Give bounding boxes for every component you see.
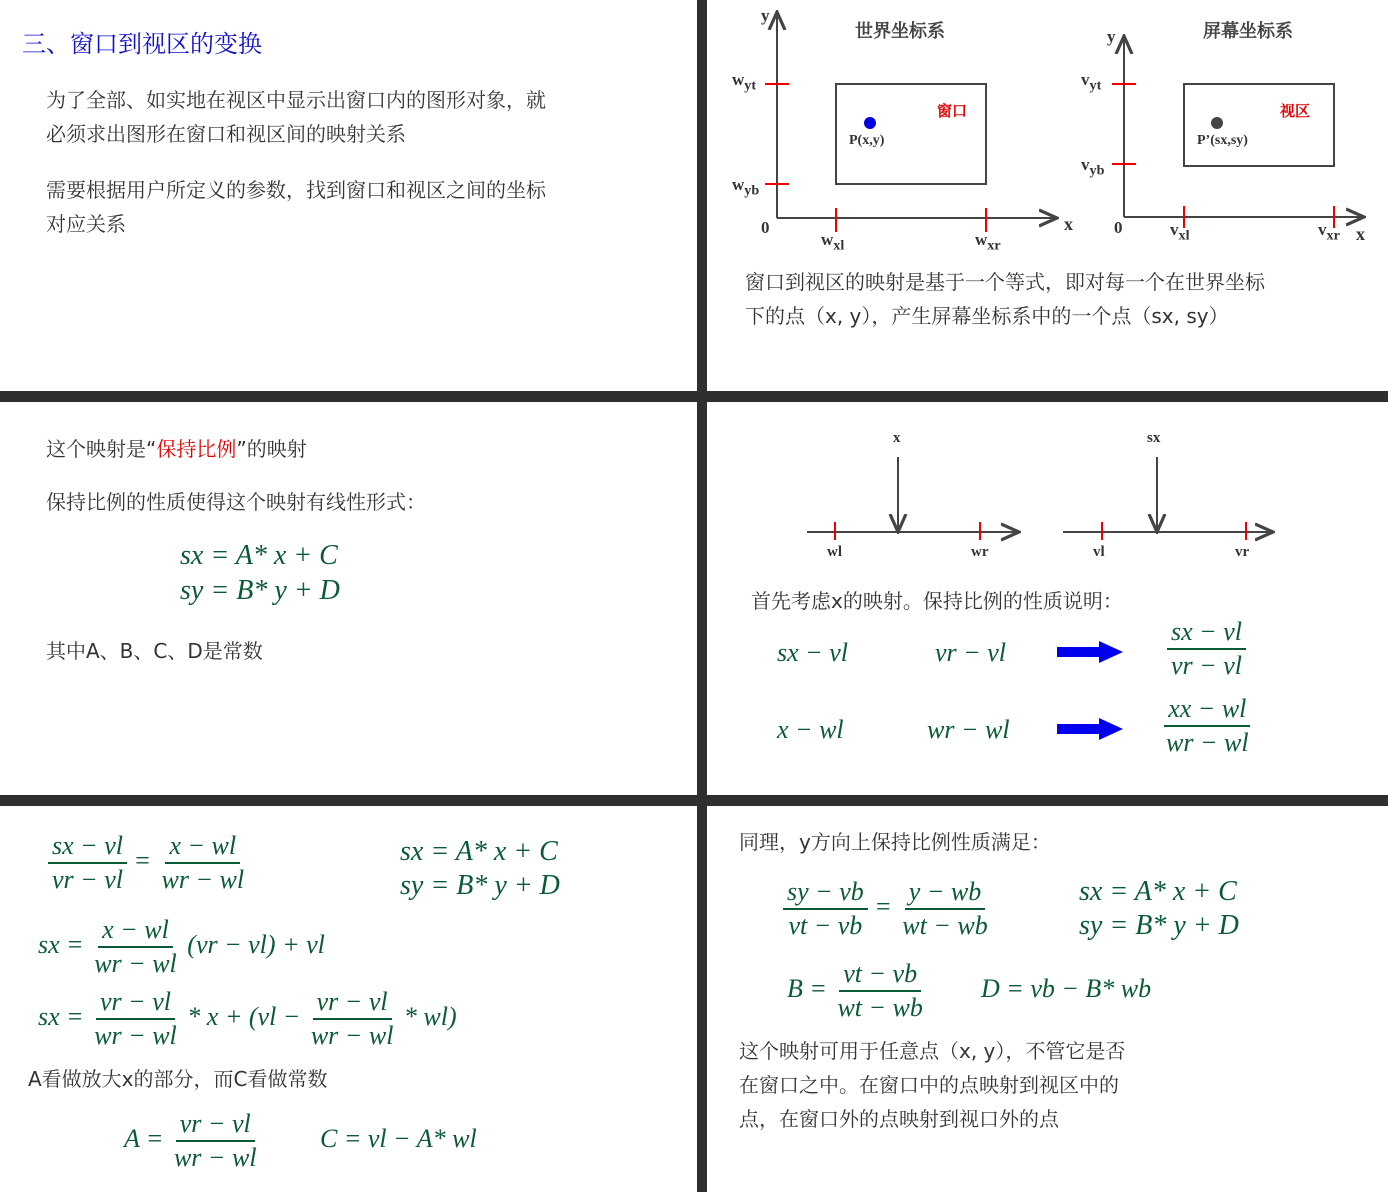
mapping-text-line-2: 下的点（x, y），产生屏幕坐标系中的一个点（sx, sy）: [745, 304, 1229, 328]
wyt-label: $w_{yt}$: [732, 70, 757, 94]
vyb-label: $v_{yb}$: [1081, 155, 1105, 179]
expr-sx-vl: sx − vl: [777, 638, 848, 667]
linear-sy: sy = B* y + D: [400, 870, 560, 901]
constants-text: 其中A、B、C、D是常数: [46, 639, 263, 663]
point-p-icon: [864, 117, 876, 129]
equation-c: C = vl − A* wl: [320, 1124, 477, 1153]
equation-a: A = $\frac{vr - vl}{wr - wl}$: [124, 1109, 257, 1172]
fraction-sx-over-vr: $\frac{sx - vl}{vr - vl}$: [1167, 616, 1246, 682]
slide-1: [0, 0, 697, 391]
vxl-label: $v_{xl}$: [1170, 220, 1190, 244]
vr-label: vr: [1235, 544, 1250, 560]
equation-d: D = vb − B* wb: [981, 974, 1152, 1003]
slide-3: [0, 402, 697, 795]
point-p-prime-label: P’(sx,sy): [1197, 133, 1248, 148]
sx-expanded-equation: sx = $\frac{vr - vl}{wr - wl}$ * x + (vl − $\frac{vr - vl}{wr - wl}$ * wl): [38, 987, 457, 1050]
paragraph-2-line-2: 对应关系: [46, 212, 126, 236]
slide-4: [707, 402, 1388, 795]
screen-x-label: x: [1356, 224, 1365, 244]
vxr-label: $v_{xr}$: [1318, 220, 1340, 244]
slide-5: [0, 806, 697, 1192]
wr-label: wr: [971, 544, 989, 560]
viewport-label: 视区: [1280, 102, 1311, 120]
world-y-label: y: [761, 6, 770, 25]
fraction-x-over-wr: $\frac{xx - wl}{wr - wl}$: [1166, 694, 1249, 757]
slide-6: [707, 806, 1388, 1192]
point-p-label: P(x,y): [849, 133, 885, 148]
vl-label: vl: [1093, 544, 1105, 560]
y-proportion-equation: $\frac{sy - vb}{vt - vb}$ = $\frac{y - wb}{wt - wb}$: [783, 876, 992, 942]
screen-y-label: y: [1107, 27, 1116, 46]
wl-label: wl: [827, 544, 842, 560]
paragraph-1-line-2: 必须求出图形在窗口和视区间的映射关系: [46, 122, 406, 146]
equation-b: B = $\frac{vt - vb}{wt - wb}$: [787, 959, 923, 1022]
world-x-label: x: [1064, 214, 1073, 234]
arrow-right-icon-1: [1057, 641, 1123, 663]
vyt-label: $v_{yt}$: [1081, 70, 1102, 94]
screen-origin-label: 0: [1114, 218, 1123, 237]
x-mapping-text: 首先考虑x的映射。保持比例的性质说明：: [751, 589, 1123, 613]
screen-title: 屏幕坐标系: [1203, 21, 1293, 42]
wxr-label: $w_{xr}$: [975, 230, 1001, 254]
section-title: 三、窗口到视区的变换: [22, 30, 262, 58]
arrow-right-icon-2: [1057, 718, 1123, 740]
wxl-label: $w_{xl}$: [821, 230, 845, 254]
equation-sy: sy = B* y + D: [180, 575, 340, 606]
equation-sx: sx = A* x + C: [180, 540, 338, 571]
window-label: 窗口: [937, 102, 968, 120]
y-direction-text: 同理，y方向上保持比例性质满足：: [739, 830, 1051, 854]
linear-sx: sx = A* x + C: [400, 836, 558, 867]
x-label: x: [893, 430, 901, 446]
expr-x-wl: x − wl: [777, 715, 844, 744]
paragraph-1-line-1: 为了全部、如实地在视区中显示出窗口内的图形对象，就: [46, 88, 546, 112]
point-p-prime-icon: [1211, 117, 1223, 129]
linear-sy: sy = B* y + D: [1079, 910, 1239, 941]
any-point-text-line-2: 在窗口之中。在窗口中的点映射到视区中的: [739, 1073, 1119, 1097]
any-point-text-line-1: 这个映射可用于任意点（x, y），不管它是否: [739, 1039, 1126, 1063]
world-origin-label: 0: [761, 218, 770, 237]
paragraph-2-line-1: 需要根据用户所定义的参数，找到窗口和视区之间的坐标: [46, 178, 546, 202]
world-title: 世界坐标系: [855, 21, 945, 42]
linear-sx: sx = A* x + C: [1079, 876, 1237, 907]
proportional-mapping-text: 这个映射是“保持比例”的映射: [46, 437, 307, 461]
linear-form-text: 保持比例的性质使得这个映射有线性形式：: [46, 490, 426, 514]
expr-vr-vl: vr − vl: [935, 638, 1006, 667]
sx-label: sx: [1147, 430, 1161, 446]
sx-solved-equation: sx = $\frac{x - wl}{wr - wl}$ (vr − vl) + vl: [38, 915, 325, 978]
expr-wr-wl: wr − wl: [927, 715, 1010, 744]
mapping-text-line-1: 窗口到视区的映射是基于一个等式，即对每一个在世界坐标: [745, 270, 1265, 294]
proportion-equation: $\frac{sx - vl}{vr - vl}$ = $\frac{x - wl}{wr - wl}$: [48, 830, 248, 896]
a-c-explanation: A看做放大x的部分，而C看做常数: [28, 1067, 328, 1091]
slide-2: [707, 0, 1388, 391]
wyb-label: $w_{yb}$: [732, 175, 760, 199]
any-point-text-line-3: 点，在窗口外的点映射到视口外的点: [739, 1107, 1059, 1131]
